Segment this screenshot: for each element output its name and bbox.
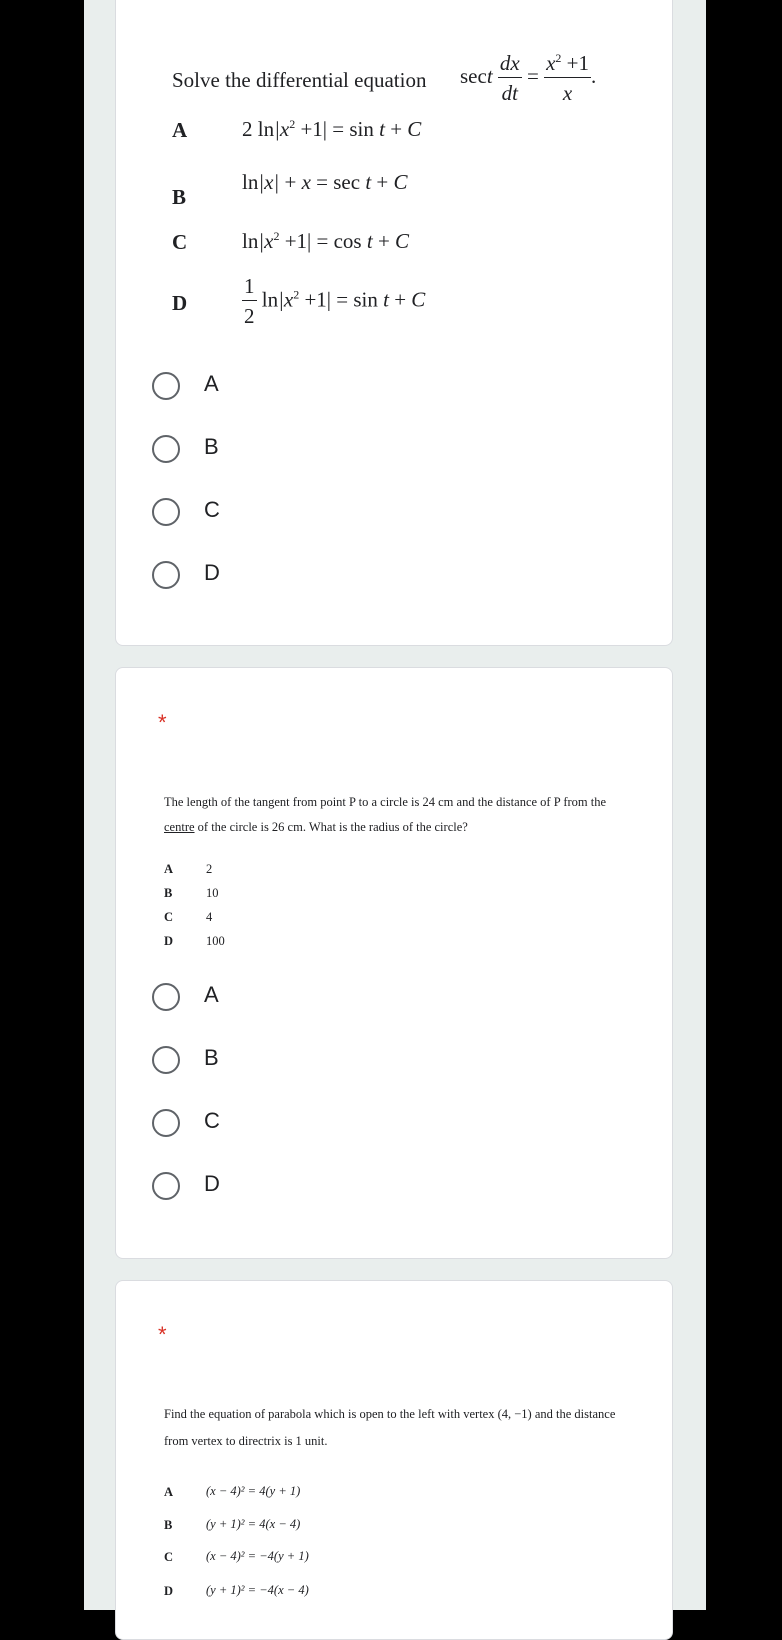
q1-option-d-expr xyxy=(242,276,425,327)
radio-circle-icon[interactable] xyxy=(152,561,180,589)
q3-option-a-label: A xyxy=(164,1485,174,1499)
q1b-p6: + xyxy=(371,170,394,194)
q1d-p1: |x xyxy=(278,287,294,312)
eq-num-exp: 2 xyxy=(555,51,562,65)
radio-circle-icon[interactable] xyxy=(152,498,180,526)
radio-label: D xyxy=(204,560,220,585)
q2-option-b-label: B xyxy=(164,886,173,900)
q2-underlined-word: centre xyxy=(164,820,195,834)
q1b-p7: C xyxy=(393,170,408,194)
radio-label: B xyxy=(204,434,219,459)
q1c-p0: ln xyxy=(242,229,259,253)
q2-radio-option-d[interactable] xyxy=(152,1167,552,1207)
q3-option-d-expr: (y + 1)² = −4(x − 4) xyxy=(206,1583,309,1597)
radio-circle-icon[interactable] xyxy=(152,1046,180,1074)
q1c-p4: = cos xyxy=(311,229,367,253)
q2-option-c-label: C xyxy=(164,910,174,924)
q1b-p1: |x| xyxy=(258,170,280,194)
radio-label: C xyxy=(204,497,220,522)
q2-option-d-label: D xyxy=(164,934,174,948)
q2-radio-option-b[interactable] xyxy=(152,1041,552,1081)
q1a-p4: = sin xyxy=(327,117,380,141)
q1d-p2: 2 xyxy=(293,287,300,302)
q1-option-d-label: D xyxy=(172,291,188,315)
q2-option-b-value: 10 xyxy=(206,886,219,900)
q1a-p0: 2 ln xyxy=(242,117,275,141)
q1d-p5: t xyxy=(383,287,389,312)
q2-option-c-value: 4 xyxy=(206,910,213,924)
q1-radio-option-d[interactable] xyxy=(152,556,552,596)
eq-den: x xyxy=(562,81,573,105)
q1b-p4: = sec xyxy=(310,170,366,194)
radio-label: B xyxy=(204,1045,219,1070)
q3-option-c-expr: (x − 4)² = −4(y + 1) xyxy=(206,1549,309,1563)
q1b-p3: x xyxy=(301,170,311,194)
q1b-p5: t xyxy=(365,170,372,194)
eq-dx: dx xyxy=(498,53,522,78)
radio-label: A xyxy=(204,982,219,1007)
eq-dt: dt xyxy=(501,80,518,105)
q1c-p5: t xyxy=(366,229,373,253)
q1-radio-option-c[interactable] xyxy=(152,493,552,533)
q3-option-b-label: B xyxy=(164,1518,173,1532)
q2-option-a-value: 2 xyxy=(206,862,213,876)
q1c-p1: |x xyxy=(258,229,274,253)
radio-circle-icon[interactable] xyxy=(152,1172,180,1200)
q1d-half xyxy=(242,276,257,327)
required-asterisk: * xyxy=(158,1322,167,1347)
q1b-p2: + xyxy=(279,170,302,194)
q1-option-a-label: A xyxy=(172,118,188,142)
q3-option-b-expr: (y + 1)² = 4(x − 4) xyxy=(206,1517,301,1531)
question-card-3 xyxy=(115,1280,673,1640)
q1b-p0: ln xyxy=(242,170,259,194)
radio-label: A xyxy=(204,371,219,396)
q2-option-d-value: 100 xyxy=(206,934,225,948)
eq-num-x: x xyxy=(546,51,556,75)
question-3-text-line1: Find the equation of parabola which is open to the left with vertex (4, −1) and the distance xyxy=(164,1407,616,1421)
q1-option-b-expr xyxy=(242,170,408,195)
eq-t: t xyxy=(486,63,493,88)
q1-option-c-expr xyxy=(242,229,409,254)
question-3-text-line2: from vertex to directrix is 1 unit. xyxy=(164,1434,328,1448)
radio-circle-icon[interactable] xyxy=(152,1109,180,1137)
eq-dxdt-fraction xyxy=(498,50,522,105)
radio-circle-icon[interactable] xyxy=(152,435,180,463)
radio-label: C xyxy=(204,1108,220,1133)
question-1-prompt xyxy=(172,68,426,93)
radio-circle-icon[interactable] xyxy=(152,372,180,400)
q3-option-d-label: D xyxy=(164,1584,174,1598)
q1a-p1: |x xyxy=(274,117,290,141)
eq-sec: sec xyxy=(460,63,487,88)
q1-option-b-label: B xyxy=(172,185,187,209)
q1d-p3: +1| xyxy=(299,287,331,312)
question-1-prompt-text: Solve the differential equation xyxy=(172,68,427,92)
q3-option-a-expr: (x − 4)² = 4(y + 1) xyxy=(206,1484,301,1498)
q1a-p6: + xyxy=(384,117,408,141)
q1a-p7: C xyxy=(407,117,422,141)
q1-radio-option-b[interactable] xyxy=(152,430,552,470)
radio-label: D xyxy=(204,1171,220,1196)
radio-circle-icon[interactable] xyxy=(152,983,180,1011)
q1a-p3: +1| xyxy=(295,117,327,141)
question-2-text-line1: The length of the tangent from point P to a circle is 24 cm and the distance of P from the xyxy=(164,795,607,809)
question-1-equation xyxy=(460,52,596,104)
q1d-p4: = sin xyxy=(331,287,384,312)
q1-option-c-label: C xyxy=(172,230,188,254)
q1-radio-option-a[interactable] xyxy=(152,367,552,407)
q1c-p7: C xyxy=(395,229,410,253)
eq-equals: = xyxy=(527,63,539,88)
q1d-p0: ln xyxy=(261,287,279,312)
q1c-p3: +1| xyxy=(279,229,312,253)
q1-option-a-expr xyxy=(242,117,421,142)
q1d-half-den: 2 xyxy=(244,304,255,328)
q2-line2-rest: of the circle is 26 cm. What is the radius of the circle? xyxy=(194,820,468,834)
q2-radio-option-c[interactable] xyxy=(152,1104,552,1144)
q3-option-c-label: C xyxy=(164,1550,174,1564)
q1a-p2: 2 xyxy=(289,117,296,131)
q2-radio-option-a[interactable] xyxy=(152,978,552,1018)
q1c-p6: + xyxy=(372,229,396,253)
eq-rhs-fraction xyxy=(544,52,591,104)
question-2-text-line2 xyxy=(164,820,468,835)
eq-rhs-numerator xyxy=(544,52,591,78)
q2-option-a-label: A xyxy=(164,862,174,876)
q1d-p6: + xyxy=(388,287,412,312)
q1d-p7: C xyxy=(411,287,426,312)
required-asterisk: * xyxy=(158,710,167,735)
eq-num-rest: +1 xyxy=(561,51,590,75)
eq-period: . xyxy=(591,63,597,88)
q1a-p5: t xyxy=(379,117,385,141)
q1c-p2: 2 xyxy=(273,229,280,243)
q1d-half-num: 1 xyxy=(242,276,257,301)
